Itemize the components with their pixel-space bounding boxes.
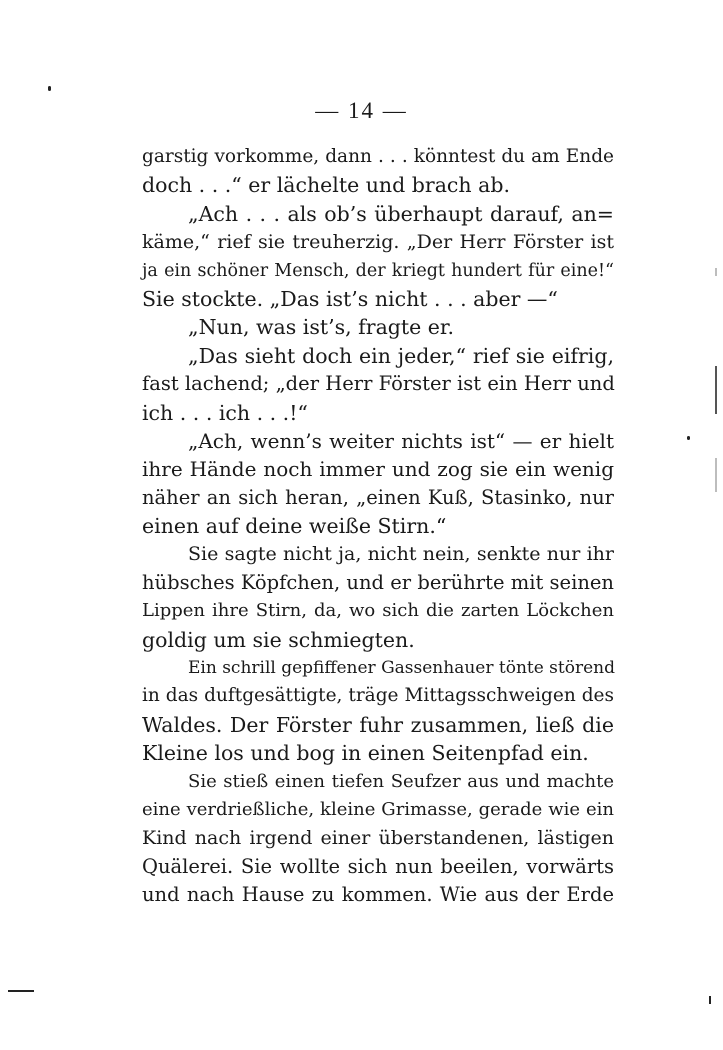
scan-edge-mark xyxy=(715,268,717,276)
text-line: goldig um sie schmiegten. xyxy=(142,627,415,652)
text-line: „Ach . . . als ob’s überhaupt darauf, an= xyxy=(188,201,614,226)
text-line: Sie stockte. „Das ist’s nicht . . . aber —“ xyxy=(142,286,558,311)
page-number: — 14 — xyxy=(315,98,408,123)
text-line: Sie sagte nicht ja, nicht nein, senkte nur ihr xyxy=(188,543,614,566)
text-line: Quälerei. Sie wollte sich nun beeilen, vorwärts xyxy=(142,854,614,878)
text-line: Waldes. Der Förster fuhr zusammen, ließ die xyxy=(142,712,614,737)
text-line: Ein schrill gepfiffener Gassenhauer tönte störend xyxy=(188,658,615,679)
text-line: käme,“ rief sie treuherzig. „Der Herr Förster ist xyxy=(142,231,614,254)
text-line: Lippen ihre Stirn, da, wo sich die zarten Löckchen xyxy=(142,600,614,622)
text-line: ich . . . ich . . .!“ xyxy=(142,400,308,425)
text-line: Sie stieß einen tiefen Seufzer aus und machte xyxy=(188,770,614,792)
scan-speck xyxy=(48,86,51,91)
text-line: doch . . .“ er lächelte und brach ab. xyxy=(142,173,510,198)
text-line: einen auf deine weiße Stirn.“ xyxy=(142,514,447,539)
scan-edge-mark xyxy=(715,458,717,492)
text-line: garstig vorkomme, dann . . . könntest du am Ende xyxy=(142,146,614,167)
text-line: fast lachend; „der Herr Förster ist ein Herr und xyxy=(142,372,615,396)
text-line: hübsches Köpfchen, und er berührte mit seinen xyxy=(142,570,614,594)
text-line: in das duftgesättigte, träge Mittagsschweigen des xyxy=(142,685,614,707)
scan-edge-mark xyxy=(715,366,717,414)
text-line: ihre Hände noch immer und zog sie ein wenig xyxy=(142,457,614,482)
scan-speck xyxy=(687,436,690,440)
scan-mark xyxy=(709,996,711,1004)
scan-mark xyxy=(8,990,34,992)
text-line: „Das sieht doch ein jeder,“ rief sie eifrig, xyxy=(188,343,614,368)
text-line: näher an sich heran, „einen Kuß, Stasinko, nur xyxy=(142,485,614,509)
text-line: und nach Hause zu kommen. Wie aus der Erde xyxy=(142,883,614,907)
text-line: „Ach, wenn’s weiter nichts ist“ — er hielt xyxy=(188,428,614,453)
text-line: „Nun, was ist’s, fragte er. xyxy=(188,315,454,340)
text-line: Kleine los und bog in einen Seitenpfad ein. xyxy=(142,741,589,766)
text-line: eine verdrießliche, kleine Grimasse, gerade wie ein xyxy=(142,798,614,820)
text-line: ja ein schöner Mensch, der kriegt hundert für eine!“ xyxy=(142,260,614,281)
text-line: Kind nach irgend einer überstandenen, lästigen xyxy=(142,827,614,850)
body-text xyxy=(142,143,614,910)
